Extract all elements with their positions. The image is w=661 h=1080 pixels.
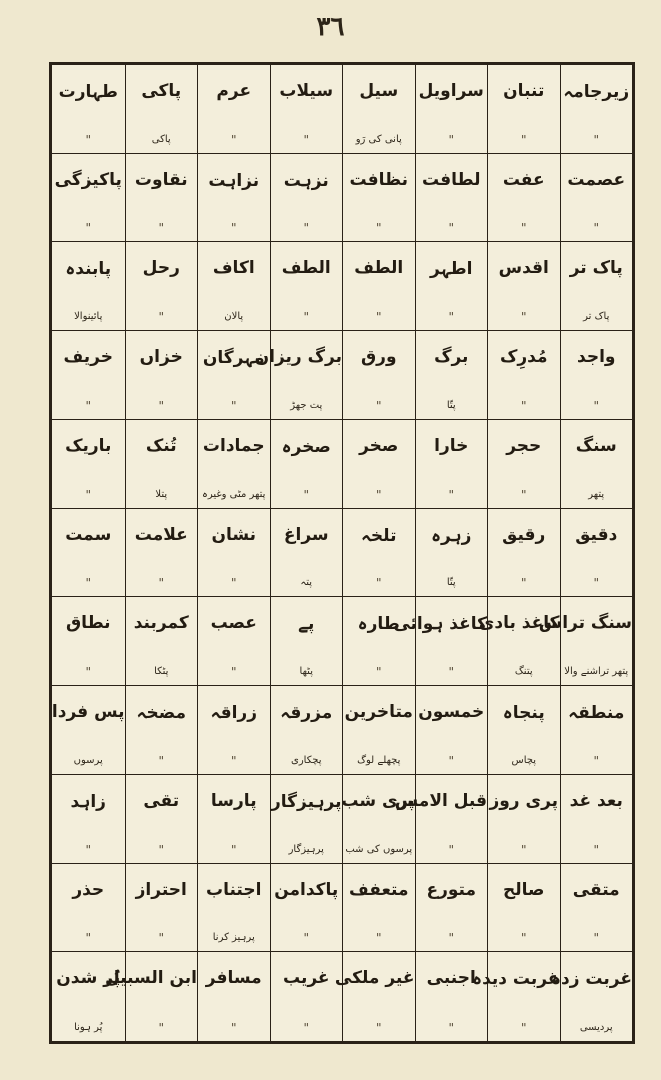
ditto-mark: " <box>593 576 600 591</box>
ditto-mark: " <box>303 931 310 946</box>
ditto-mark: " <box>303 221 310 236</box>
table-cell <box>560 331 633 420</box>
table-cell <box>487 242 560 331</box>
gloss: پٹکا <box>154 666 169 678</box>
word: پاکی <box>141 81 182 101</box>
table-cell <box>197 154 270 243</box>
ditto-mark: " <box>230 398 237 413</box>
ditto-mark: " <box>520 310 527 325</box>
word: عصب <box>210 613 257 634</box>
word: کاغذ بادی <box>478 613 560 634</box>
ditto-mark: " <box>230 576 237 591</box>
word: سنگ تراش <box>538 613 632 634</box>
gloss: پرہیزگار <box>288 843 324 855</box>
word: پنجاہ <box>502 703 545 724</box>
ditto-mark: " <box>85 398 92 413</box>
table-cell <box>334 952 415 1041</box>
ditto-mark: " <box>448 665 455 680</box>
ditto-mark: " <box>230 1020 237 1035</box>
ditto-mark: " <box>85 576 92 591</box>
word: سنگ <box>575 435 617 456</box>
word: مہرگان <box>202 348 265 369</box>
table-cell <box>487 331 560 420</box>
table-cell <box>538 597 633 686</box>
table-cell <box>52 775 125 864</box>
word: عفت <box>502 169 545 190</box>
word: سیلاب <box>279 81 334 101</box>
table-cell <box>52 420 125 509</box>
table-cell <box>197 65 270 154</box>
word: رحل <box>142 258 180 279</box>
word: خارا <box>434 435 469 456</box>
ditto-mark: " <box>85 842 92 857</box>
word: پاک تر <box>569 258 623 279</box>
table-cell <box>342 242 415 331</box>
table-cell <box>125 420 198 509</box>
word: باریک <box>65 435 112 456</box>
gloss: پچکاری <box>291 754 322 766</box>
word: پری شب <box>341 790 415 811</box>
table-cell <box>254 331 343 420</box>
table-cell <box>197 686 270 775</box>
word: منطقہ <box>568 703 625 724</box>
word: متعفف <box>348 879 409 900</box>
word: برگ <box>434 347 469 368</box>
word: دقیق <box>575 524 618 545</box>
table-cell <box>560 65 633 154</box>
word: پاکیزگی <box>54 169 122 190</box>
word: واجد <box>577 347 616 368</box>
ditto-mark: " <box>375 1020 382 1035</box>
table-cell <box>342 686 415 775</box>
word: اجتناب <box>206 879 262 900</box>
ditto-mark: " <box>448 842 455 857</box>
word: متقی <box>572 879 620 900</box>
word: حجر <box>506 435 542 456</box>
word: نطاق <box>65 613 111 634</box>
gloss: پتلا <box>155 488 168 500</box>
word: زراقہ <box>210 703 257 724</box>
table-cell <box>197 509 270 598</box>
word: رقیق <box>502 524 546 545</box>
table-cell <box>342 331 415 420</box>
table-cell <box>52 331 125 420</box>
table-cell <box>125 154 198 243</box>
word: عصمت <box>567 169 626 190</box>
table-cell <box>52 65 125 154</box>
table-cell <box>487 775 560 864</box>
table-cell <box>125 65 198 154</box>
ditto-mark: " <box>448 487 455 502</box>
ditto-mark: " <box>158 931 165 946</box>
word: غیر ملکی <box>334 968 415 989</box>
word: ورق <box>360 347 397 368</box>
page-number: ٣٦ <box>316 12 345 42</box>
gloss: پٹھا <box>299 666 313 678</box>
table-cell <box>270 420 343 509</box>
word: اکاف <box>212 258 255 279</box>
table-cell <box>415 154 488 243</box>
ditto-mark: " <box>593 931 600 946</box>
gloss: پرہیز کرنا <box>212 932 255 944</box>
ditto-mark: " <box>158 398 165 413</box>
ditto-mark: " <box>375 310 382 325</box>
word: پرہیزگار <box>271 791 342 812</box>
ditto-mark: " <box>448 221 455 236</box>
word: بعد غد <box>569 790 623 811</box>
ditto-mark: " <box>448 931 455 946</box>
word: ابن السبیل <box>105 968 197 989</box>
table-cell <box>125 864 198 953</box>
ditto-mark: " <box>85 221 92 236</box>
table-cell <box>197 331 270 420</box>
word: نشان <box>211 524 257 545</box>
table-cell <box>393 597 488 686</box>
word: پری روز <box>489 790 559 811</box>
table-cell <box>487 686 560 775</box>
word: نزہت <box>283 170 329 191</box>
table-cell <box>270 509 343 598</box>
table-cell <box>415 331 488 420</box>
word: اطہر <box>430 259 473 280</box>
table-cell <box>415 420 488 509</box>
ditto-mark: " <box>593 221 600 236</box>
word: متاخرین <box>344 702 413 723</box>
table-cell <box>52 686 125 775</box>
ditto-mark: " <box>230 842 237 857</box>
table-cell <box>487 154 560 243</box>
table-cell <box>560 864 633 953</box>
ditto-mark: " <box>230 665 237 680</box>
word: کمربند <box>133 613 189 634</box>
table-cell <box>197 775 270 864</box>
table-cell <box>415 242 488 331</box>
word: قبل الامس <box>394 790 487 811</box>
ditto-mark: " <box>375 398 382 413</box>
gloss: پرسوں کی شب <box>345 843 413 855</box>
ditto-mark: " <box>375 576 382 591</box>
table-cell <box>342 65 415 154</box>
word: طارہ <box>357 614 400 635</box>
word: صخر <box>359 435 399 456</box>
vocabulary-table <box>49 62 635 1044</box>
ditto-mark: " <box>303 1020 310 1035</box>
gloss: پرسوں <box>73 754 103 766</box>
table-cell <box>487 864 560 953</box>
ditto-mark: " <box>448 1020 455 1035</box>
table-cell <box>125 597 198 686</box>
word: خریف <box>63 347 113 368</box>
gloss: پتہ <box>300 577 313 589</box>
word: پارسا <box>210 790 257 811</box>
table-cell <box>560 420 633 509</box>
word: عرم <box>216 81 252 101</box>
word: کاغذ ہوائی <box>393 614 487 635</box>
table-cell <box>270 242 343 331</box>
ditto-mark: " <box>375 221 382 236</box>
word: سراویل <box>418 81 484 101</box>
ditto-mark: " <box>375 931 382 946</box>
table-cell <box>125 331 198 420</box>
word: لطافت <box>422 169 481 190</box>
gloss: پچھلے لوگ <box>357 754 401 766</box>
ditto-mark: " <box>375 665 382 680</box>
word: نقاوت <box>134 169 188 190</box>
ditto-mark: " <box>448 753 455 768</box>
ditto-mark: " <box>520 132 527 147</box>
gloss: پتھر تراشنے والا <box>564 666 629 678</box>
table-cell <box>270 65 343 154</box>
ditto-mark: " <box>158 576 165 591</box>
word: خزاں <box>139 347 183 368</box>
word: غریب <box>282 968 330 989</box>
word: اجنبی <box>426 968 476 989</box>
ditto-mark: " <box>593 842 600 857</box>
table-cell <box>52 154 125 243</box>
word: تلخہ <box>360 525 397 546</box>
table-cell <box>52 864 125 953</box>
table-cell <box>52 952 125 1041</box>
table-cell <box>394 775 488 864</box>
table-cell <box>105 952 198 1041</box>
table-cell <box>487 509 560 598</box>
ditto-mark: " <box>520 842 527 857</box>
word: نظافت <box>349 169 408 190</box>
table-cell <box>472 952 560 1041</box>
word: تُنک <box>145 435 177 456</box>
ditto-mark: " <box>85 132 92 147</box>
gloss: پتھر مٹی وغیرہ <box>202 488 266 500</box>
table-cell <box>125 775 198 864</box>
ditto-mark: " <box>230 132 237 147</box>
word: پاکدامن <box>274 879 339 900</box>
gloss: پاکی <box>151 133 171 145</box>
gloss: پانی کی رَو <box>355 133 402 145</box>
word: غربت زدہ <box>551 969 632 990</box>
word: زہرہ <box>431 525 472 546</box>
word: پے <box>298 614 315 635</box>
word: غربت دیدہ <box>472 969 560 990</box>
gloss: پاک تر <box>583 311 610 323</box>
table-cell <box>270 154 343 243</box>
ditto-mark: " <box>158 842 165 857</box>
ditto-mark: " <box>520 931 527 946</box>
ditto-mark: " <box>593 398 600 413</box>
word: پُر شدن <box>56 968 121 989</box>
table-cell <box>197 242 270 331</box>
table-cell <box>551 952 633 1041</box>
word: پس فردا <box>51 702 125 723</box>
word: احتراز <box>135 879 187 900</box>
word: زاہد <box>70 791 106 812</box>
ditto-mark: " <box>303 132 310 147</box>
word: الطف <box>354 258 404 279</box>
ditto-mark: " <box>375 487 382 502</box>
table-cell <box>415 864 488 953</box>
gloss: پت جھڑ <box>290 399 323 411</box>
table-cell <box>197 420 270 509</box>
ditto-mark: " <box>158 753 165 768</box>
word: سراغ <box>283 524 329 545</box>
ditto-mark: " <box>520 576 527 591</box>
word: متورع <box>426 879 477 900</box>
table-cell <box>342 509 415 598</box>
table-cell <box>52 597 125 686</box>
table-cell <box>52 509 125 598</box>
table-cell <box>478 597 560 686</box>
gloss: پتھر <box>588 488 605 500</box>
table-cell <box>197 597 270 686</box>
word: مسافر <box>205 968 262 989</box>
word: مُدرِک <box>499 347 548 368</box>
ditto-mark: " <box>448 132 455 147</box>
table-cell <box>270 775 343 864</box>
ditto-mark: " <box>303 487 310 502</box>
word: تقی <box>143 790 180 811</box>
table-cell <box>342 597 415 686</box>
word: مضخہ <box>136 703 186 724</box>
table-cell <box>560 509 633 598</box>
word: طہارت <box>58 82 118 102</box>
table-cell <box>560 154 633 243</box>
word: برگ ریزان <box>254 347 342 368</box>
table-cell <box>560 242 633 331</box>
ditto-mark: " <box>85 487 92 502</box>
ditto-mark: " <box>520 398 527 413</box>
table-cell <box>197 864 270 953</box>
word: صخرہ <box>281 436 331 457</box>
table-cell <box>415 65 488 154</box>
table-cell <box>487 65 560 154</box>
ditto-mark: " <box>158 221 165 236</box>
gloss: پچاس <box>511 754 536 766</box>
table-cell <box>52 242 125 331</box>
table-cell <box>270 597 343 686</box>
word: جمادات <box>202 435 265 456</box>
table-cell <box>487 420 560 509</box>
table-cell <box>560 775 633 864</box>
word: علامت <box>134 524 188 545</box>
table-cell <box>270 864 343 953</box>
word: الطف <box>281 258 331 279</box>
ditto-mark: " <box>448 310 455 325</box>
gloss: پائینوالا <box>74 311 103 323</box>
ditto-mark: " <box>230 221 237 236</box>
ditto-mark: " <box>593 753 600 768</box>
table-cell <box>125 242 198 331</box>
word: پابندہ <box>65 259 112 280</box>
word: اقدس <box>498 258 549 279</box>
gloss: پتّا <box>446 399 456 411</box>
gloss: پالان <box>224 311 244 323</box>
ditto-mark: " <box>158 1020 165 1035</box>
table-cell <box>342 864 415 953</box>
word: صالح <box>503 879 545 900</box>
table-cell <box>342 775 415 864</box>
table-cell <box>415 952 488 1041</box>
table-cell <box>125 686 198 775</box>
word: خمسون <box>418 702 485 723</box>
ditto-mark: " <box>158 310 165 325</box>
table-cell <box>415 686 488 775</box>
ditto-mark: " <box>230 753 237 768</box>
gloss: پردیسی <box>579 1021 613 1033</box>
ditto-mark: " <box>520 1020 527 1035</box>
table-cell <box>342 420 415 509</box>
ditto-mark: " <box>85 665 92 680</box>
ditto-mark: " <box>520 487 527 502</box>
table-cell <box>197 952 270 1041</box>
word: زیرجامہ <box>563 82 630 102</box>
word: سمت <box>65 524 112 545</box>
table-cell <box>270 686 343 775</box>
ditto-mark: " <box>303 310 310 325</box>
word: مزرقہ <box>280 703 333 724</box>
table-cell <box>125 509 198 598</box>
ditto-mark: " <box>85 931 92 946</box>
word: تنبان <box>503 81 545 101</box>
gloss: پتنگ <box>514 666 533 678</box>
word: نزاہت <box>208 170 260 191</box>
gloss: پُر ہونا <box>74 1021 103 1033</box>
table-cell <box>560 686 633 775</box>
table-cell <box>270 952 343 1041</box>
ditto-mark: " <box>520 221 527 236</box>
word: حذر <box>72 879 105 900</box>
ditto-mark: " <box>593 132 600 147</box>
table-cell <box>342 154 415 243</box>
table-cell <box>415 509 488 598</box>
word: سیل <box>359 81 399 101</box>
gloss: پتّا <box>446 577 456 589</box>
